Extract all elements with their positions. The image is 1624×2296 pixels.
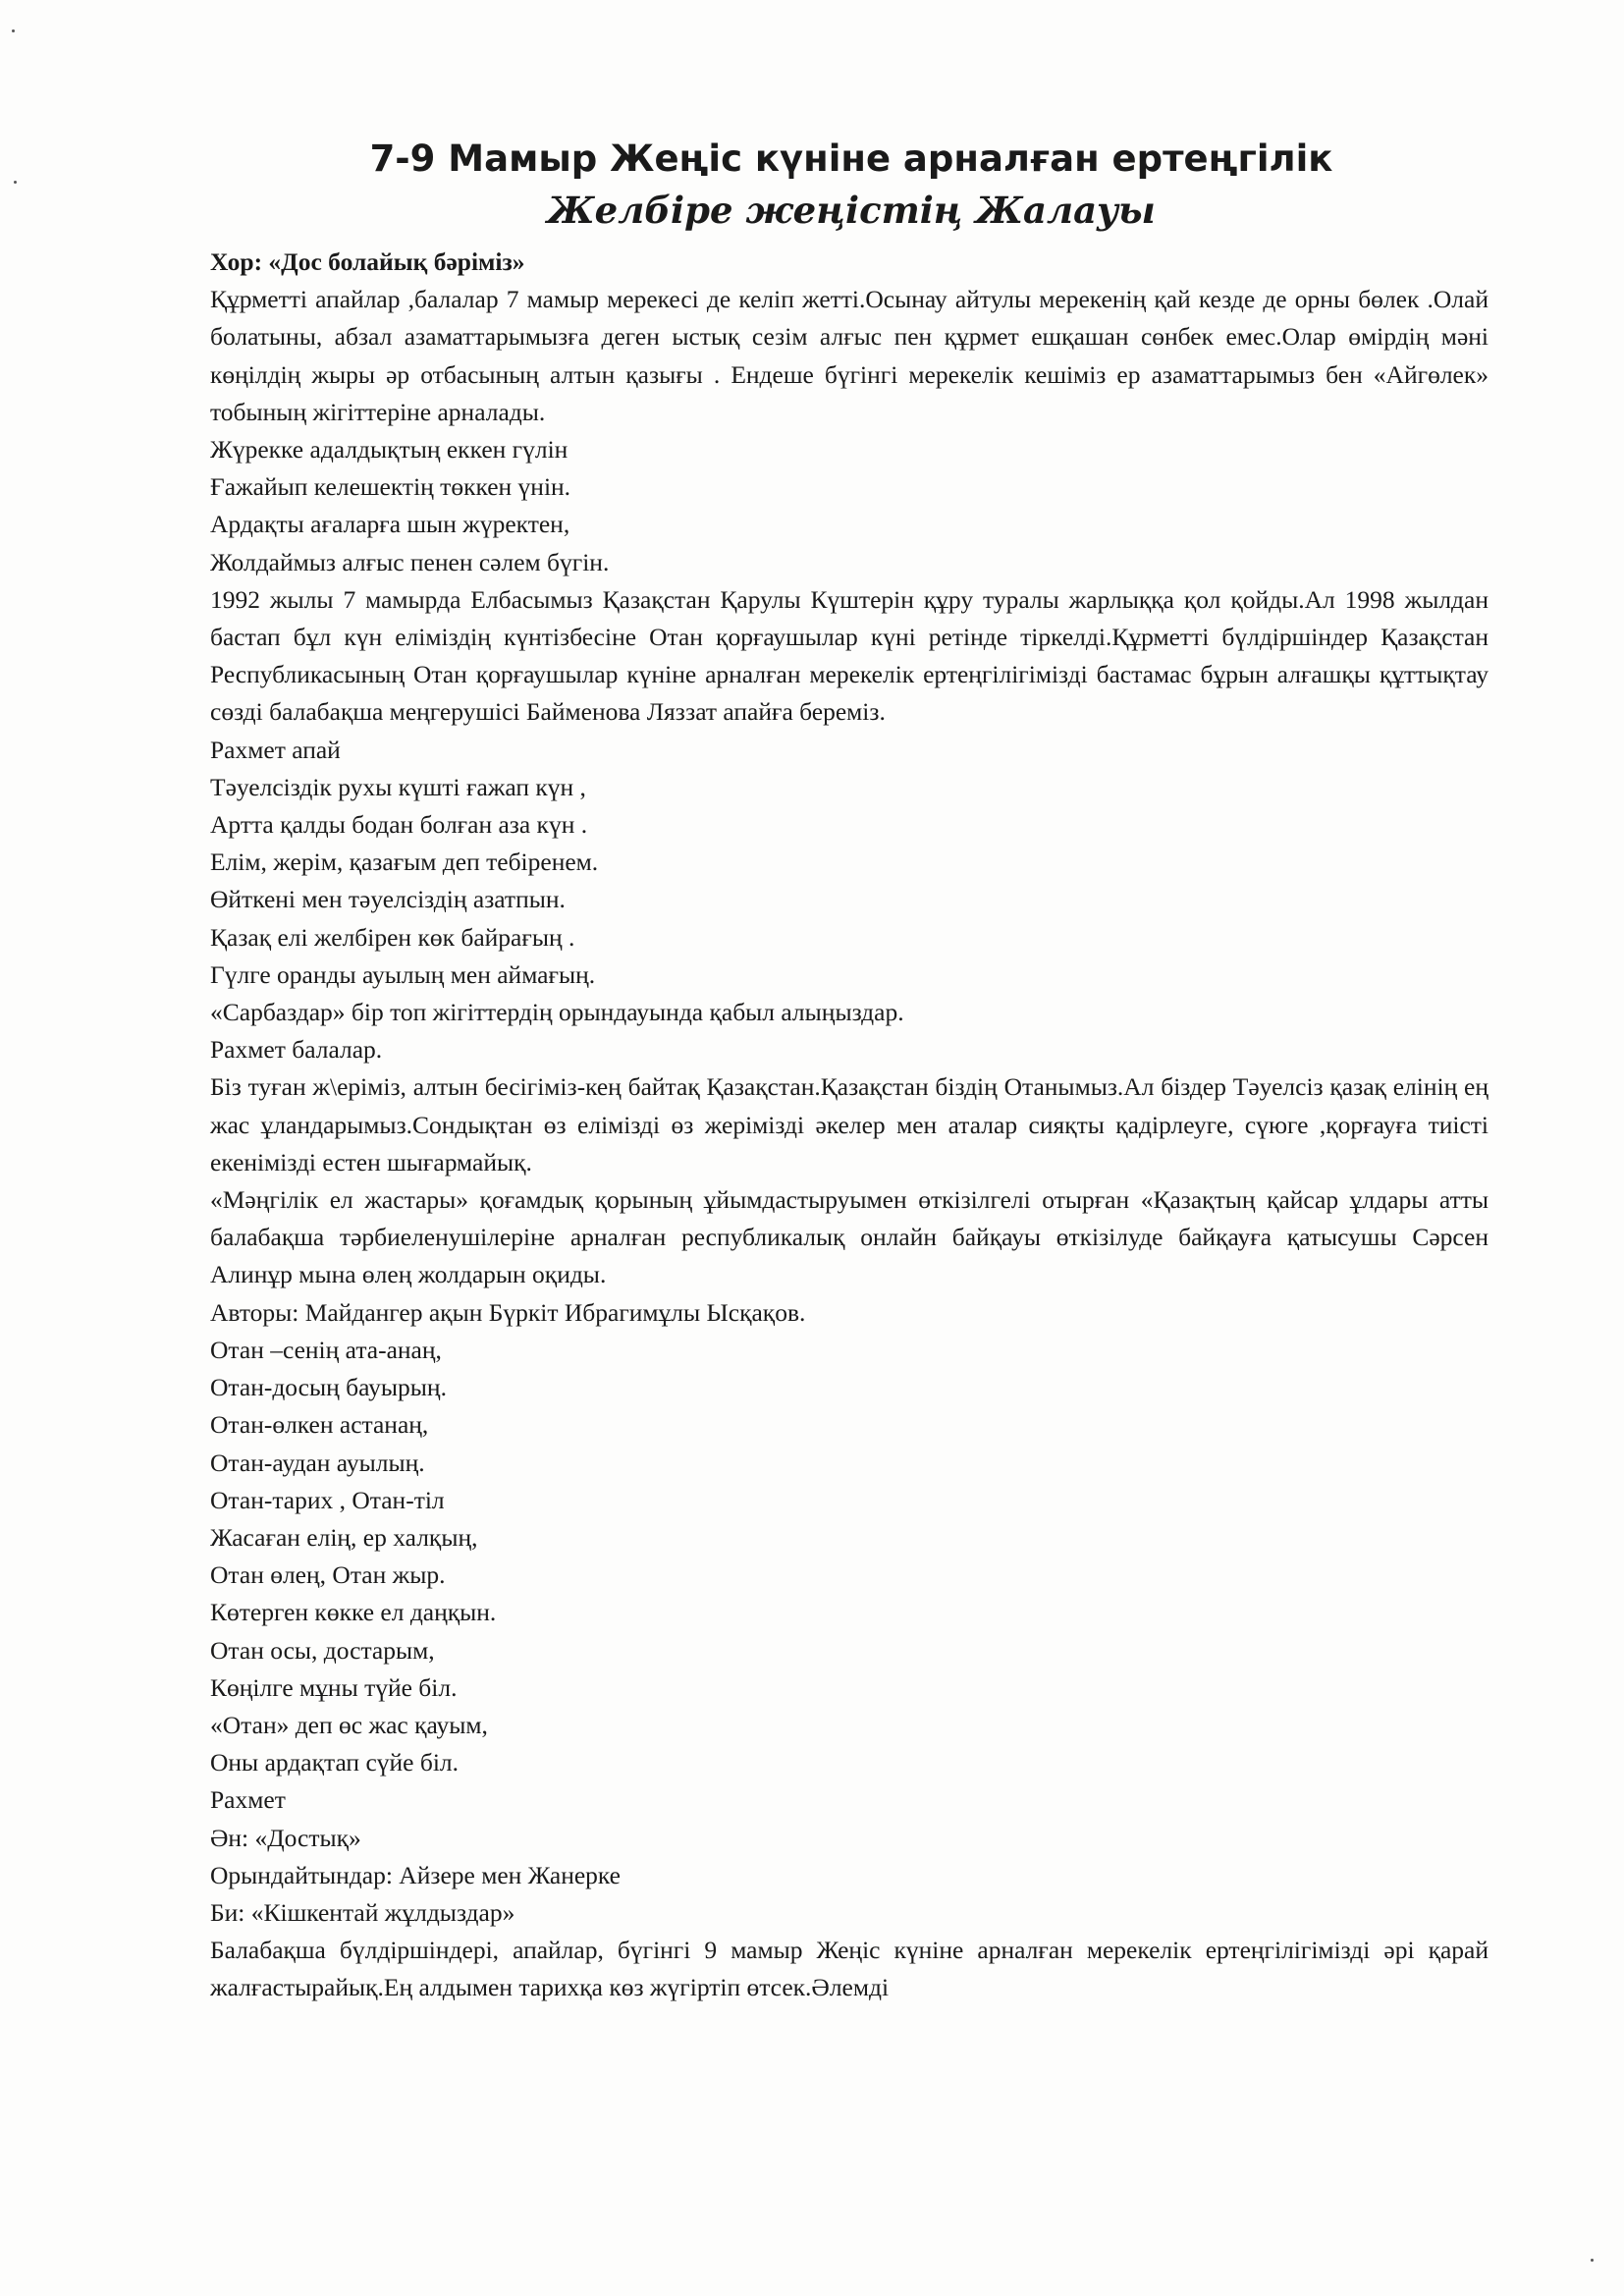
sarbazdar-line: «Сарбаздар» бір топ жігіттердің орындауында қабыл алыңыздар. (210, 998, 904, 1027)
poem-line: Көтерген көкке ел даңқын. (210, 1598, 497, 1627)
poem-line: Қазақ елі желбірен көк байрағың . (210, 922, 575, 952)
poem-line: Жүрекке адалдықтың еккен гүлін (210, 435, 568, 465)
poem-line: Отан-аудан ауылың. (210, 1448, 425, 1477)
poem-line: Оны ардақтап сүйе біл. (210, 1748, 460, 1777)
poem-line: Көңілге мұны түйе біл. (210, 1672, 458, 1702)
document-body (210, 244, 1489, 2007)
thanks-line: Рахмет балалар. (210, 1035, 383, 1065)
poem-line: Өйткені мен тәуелсіздің азатпын. (210, 885, 566, 914)
authors-line: Авторы: Майдангер ақын Бүркіт Ибрагимұлы Ысқақов. (210, 1297, 806, 1327)
poem-line: Отан-тарих , Отан-тіл (210, 1485, 445, 1514)
thanks-line: Рахмет апай (210, 735, 341, 764)
document-title: 7-9 Мамыр Жеңіс күніне арналған ертеңгілік (369, 137, 1333, 180)
poem-line: «Отан» деп өс жас қауым, (210, 1710, 488, 1739)
poem-line: Жасаған елің, ер халқың, (210, 1522, 478, 1552)
poem-line: Ғажайып келешектің төккен үнін. (210, 472, 571, 502)
poem-line: Елім, жерім, қазағым деп тебіренем. (210, 847, 599, 877)
scan-speck (12, 29, 15, 32)
scan-speck (14, 181, 17, 184)
dance-line: Би: «Кішкентай жұлдыздар» (210, 1897, 515, 1927)
poem-line: Жолдаймыз алғыс пенен сәлем бүгін. (210, 547, 610, 576)
victory-paragraph: Балабақша бүлдіршіндері, апайлар, бүгінгі 9 мамыр Жеңіс күніне арналған мерекелік ертеңгілігімізді әрі қарай жалғастырайық.Ең алдымен тарихқа көз жүгіртіп өтсек.Әлемді (210, 1936, 1489, 2002)
history-paragraph: 1992 жылы 7 мамырда Елбасымыз Қазақстан Қарулы Күштерін құру туралы жарлыққа қол қойды.Ал 1998 жылдан бастап бұл күн еліміздің күнтізбесіне Отан қорғаушылар күні ретінде тіркелді.Құрметті бүлдіршіндер Қазақстан Республикасының Отан қорғаушылар күніне арналған мерекелік ертеңгілігімізді бастамас бұрын алғашқы құттықтау сөзді балабақша меңгерушісі Байменова Ляззат апайға береміз. (210, 584, 1489, 727)
contest-paragraph: «Мәңгілік ел жастары» қоғамдық қорының ұйымдастыруымен өткізілгелі отырған «Қазақтың қайсар ұлдары атты балабақша тәрбиеленушілеріне арналған республикалық онлайн байқауы өткізілуде байқауға қатысушы Сәрсен Алинұр мына өлең жолдарын оқиды. (210, 1185, 1489, 1289)
song-line: Ән: «Достық» (210, 1823, 361, 1852)
poem-line: Тәуелсіздік рухы күшті ғажап күн , (210, 772, 586, 801)
poem-line: Отан-досың бауырың. (210, 1373, 447, 1402)
thanks-line: Рахмет (210, 1785, 286, 1815)
poem-line: Ардақты ағаларға шын жүректен, (210, 510, 570, 539)
poem-line: Отан –сенің ата-анаң, (210, 1335, 442, 1364)
poem-line: Отан осы, достарым, (210, 1635, 435, 1665)
poem-line: Отан-өлкен астанаң, (210, 1410, 429, 1440)
homeland-paragraph: Біз туған ж\еріміз, алтын бесігіміз-кең байтақ Қазақстан.Қазақстан біздің Отанымыз.Ал біздер Тәуелсіз қазақ елінің ең жас ұландарымыз.Сондықтан өз елімізді өз жерімізді әкелер мен аталар сияқты қадірлеуге, сүюге ,қорғауға тиісті екенімізді естен шығармайық. (210, 1072, 1489, 1176)
document-subtitle: Желбіре жеңістің Жалауы (547, 189, 1156, 232)
chorus-heading: Хор: «Дос болайық бәріміз» (210, 247, 525, 276)
poem-line: Артта қалды бодан болған аза күн . (210, 810, 588, 840)
poem-line: Отан өлең, Отан жыр. (210, 1560, 446, 1590)
scan-speck (1591, 2259, 1594, 2262)
performers-line: Орындайтындар: Айзере мен Жанерке (210, 1860, 621, 1889)
poem-line: Гүлге оранды ауылың мен аймағың. (210, 959, 596, 989)
intro-paragraph: Құрметті апайлар ,балалар 7 мамыр мерекесі де келіп жетті.Осынау айтулы мерекенің қай кезде де орны бөлек .Олай болатыны, абзал азаматтарымызға деген ыстық сезім алғыс пен құрмет ешқашан сөнбек емес.Олар өмірдің мәні көңілдің жыры әр отбасының алтын қазығы . Ендеше бүгінгі мерекелік кешіміз ер азаматтарымыз бен «Айгөлек» тобының жігіттеріне арналады. (210, 285, 1489, 426)
